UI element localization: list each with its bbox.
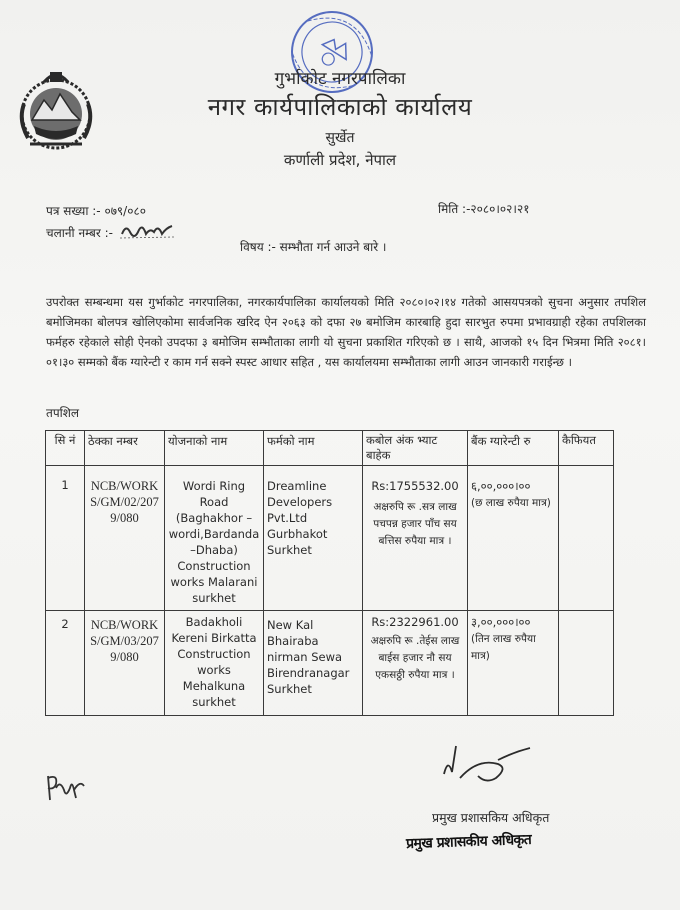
dispatch-number-label: चलानी नम्बर :- — [46, 226, 113, 240]
handwritten-dispatch-number — [118, 220, 178, 242]
letter-subject: विषय :- सम्भौता गर्न आउने बारे । — [240, 240, 387, 254]
guarantee-figure: ६,००,०००।०० — [471, 479, 531, 493]
cell-sn: 2 — [46, 611, 85, 716]
cell-firm: New Kal Bhairaba nirman Sewa Birendranagar Surkhet — [264, 611, 363, 716]
cell-amount — [363, 466, 468, 611]
cell-remarks — [559, 611, 614, 716]
cell-bank-guarantee — [468, 611, 559, 716]
province-name: कर्णाली प्रदेश, नेपाल — [283, 151, 397, 169]
amount-figure: Rs:2322961.00 — [371, 615, 459, 629]
table-header-row — [46, 431, 614, 466]
handwritten-initials — [44, 770, 90, 804]
notice-paragraph: उपरोक्त सम्बन्धमा यस गुर्भाकोट नगरपालिका, नगरकार्यपालिका कार्यालयको मिति २०८०।०२।१४ गतेको आसयपत्रको सुचना अनुसार तपशिल बमोजिमका बोलपत्र खोलिएकोमा सार्वजनिक खरिद ऐन २०६३ को दफा २७ बमोजिम कारबाहि हुदा सारभुत रुपमा प्रभावग्राही रहेका तपशिलका फर्महरु रहेकाले सोही ऐनको उपदफा ३ बमोजिम सम्भौताका लागी यो सुचना प्रकाशित गरिएको छ । साथै, आजको १५ दिन भित्रमा मिति २०८१।०१।३० सम्मको बैंक ग्यारेन्टी र काम गर्न सक्ने स्पस्ट आधार सहित , यस कार्यालयमा सम्भौताका लागी आउन जानकारी गराईन्छ । — [46, 295, 646, 369]
col-amount: कबोल अंक भ्याट बाहेक — [363, 431, 468, 466]
col-contract-no: ठेक्का नम्बर — [85, 431, 165, 466]
letter-number: पत्र सख्या :- ०७९/०८० — [46, 204, 146, 218]
table-row — [46, 611, 614, 716]
details-label: तपशिल — [46, 406, 80, 420]
col-sn: सि नं — [46, 431, 85, 466]
col-bank-guarantee: बैंक ग्यारेन्टी रु — [468, 431, 559, 466]
cell-contract-no: NCB/WORKS/GM/03/2079/080 — [85, 611, 165, 716]
col-project: योजनाको नाम — [165, 431, 264, 466]
municipality-name: गुर्भाकोट नगरपालिका — [274, 69, 406, 89]
officer-signature — [438, 738, 538, 788]
cell-contract-no: NCB/WORKS/GM/02/2079/080 — [85, 466, 165, 611]
cell-project: Badakholi Kereni Birkatta Construction works Mehalkuna surkhet — [165, 611, 264, 716]
amount-words: अक्षरुपि रू .सत्र लाख पचपन्न हजार पाँच सय बत्तिस रुपैया मात्र । — [373, 501, 457, 547]
cell-remarks — [559, 466, 614, 611]
cell-amount — [363, 611, 468, 716]
guarantee-words: (तिन लाख रुपैया मात्र) — [471, 633, 536, 662]
amount-figure: Rs:1755532.00 — [371, 479, 459, 493]
cell-firm: Dreamline Developers Pvt.Ltd Gurbhakot Surkhet — [264, 466, 363, 611]
cell-project: Wordi Ring Road (Baghakhor –wordi,Bardanda –Dhaba) Construction works Malarani surkhet — [165, 466, 264, 611]
amount-words: अक्षरुपि रू .तेईस लाख बाईस हजार नौ सय एकसठ्ठी रुपैया मात्र । — [370, 635, 460, 681]
letter-date: मिति :-२०८०।०२।२१ — [438, 202, 530, 216]
district-name: सुर्खेत — [325, 130, 355, 146]
office-name: नगर कार्यपालिकाको कार्यालय — [207, 93, 473, 121]
officer-title: प्रमुख प्रशासकिय अधिकृत — [432, 810, 550, 825]
table-row — [46, 466, 614, 611]
cell-bank-guarantee — [468, 466, 559, 611]
col-remarks: कैफियत — [559, 431, 614, 466]
contract-table — [45, 430, 614, 716]
officer-stamp: प्रमुख प्रशासकीय अधिकृत — [405, 831, 532, 853]
guarantee-words: (छ लाख रुपैया मात्र) — [471, 497, 551, 509]
cell-sn: 1 — [46, 466, 85, 611]
col-firm: फर्मको नाम — [264, 431, 363, 466]
guarantee-figure: ३,००,०००।०० — [471, 615, 531, 629]
